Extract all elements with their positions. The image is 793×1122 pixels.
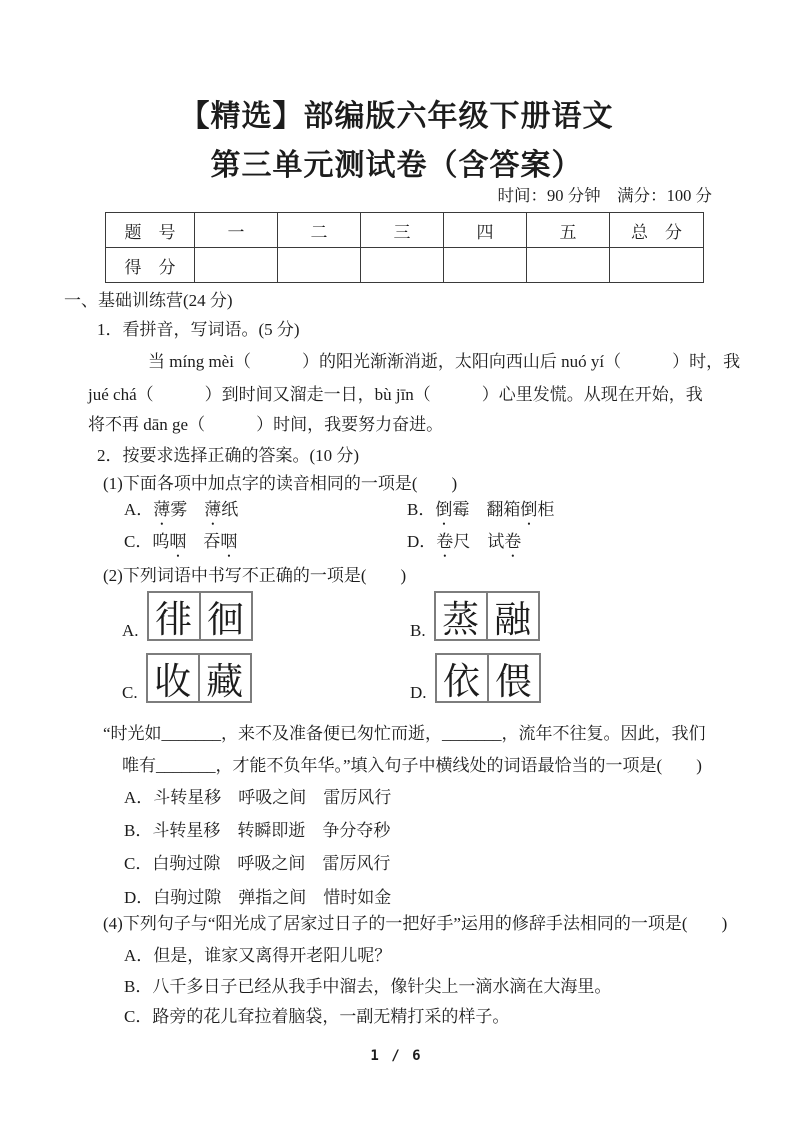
score-cell-empty	[527, 248, 610, 283]
item-label: B.	[410, 621, 426, 640]
dotted-char: 薄	[153, 500, 171, 519]
paper-title-line2: 第三单元测试卷（含答案）	[210, 149, 583, 182]
q2-1-option-a	[124, 499, 238, 529]
q2-4-option-a: A．但是，谁家又离得开老阳儿呢？	[124, 946, 392, 965]
score-table-header-cell: 三	[361, 213, 444, 248]
option-text: 雾	[170, 500, 205, 519]
section1-heading: 一、基础训练营(24 分)	[64, 291, 233, 310]
q2-3-option-d: D．白驹过隙 弹指之间 惜时如金	[124, 888, 392, 907]
dotted-char: 薄	[204, 500, 222, 519]
option-text: B．	[407, 500, 436, 519]
dotted-char: 倒	[435, 500, 453, 519]
handwriting-char: 藏	[198, 655, 250, 701]
q2-3-option-c: C．白驹过隙 呼吸之间 雷厉风行	[124, 854, 391, 873]
page-number: 1 / 6	[370, 1048, 423, 1064]
score-table-header-cell: 五	[527, 213, 610, 248]
item-label: C.	[122, 683, 138, 702]
score-table-header-cell: 题 号	[106, 213, 195, 248]
q2-3-stem-line2: 唯有_______，才能不负年华。”填入句子中横线处的词语最恰当的一项是( )	[122, 756, 702, 775]
option-text: 尺 试	[453, 532, 505, 551]
handwriting-box	[147, 591, 253, 641]
q2-2-item-d	[410, 653, 541, 703]
option-text: 柜	[537, 500, 555, 519]
handwriting-char: 收	[154, 660, 192, 703]
q2-4-option-c: C．路旁的花儿耷拉着脑袋，一副无精打采的样子。	[124, 1007, 510, 1026]
item-label: A.	[122, 621, 139, 640]
q2-4-stem: (4)下列句子与“阳光成了居家过日子的一把好手”运用的修辞手法相同的一项是( )	[103, 914, 728, 933]
q1-text-line3: 将不再 dān ge（ ）时间，我要努力奋进。	[88, 415, 444, 434]
q1-label: 1．看拼音，写词语。(5 分)	[97, 320, 300, 339]
handwriting-char: 徘	[155, 598, 193, 641]
score-cell-empty	[361, 248, 444, 283]
score-table-header-cell: 四	[444, 213, 527, 248]
paper-title-line1: 【精选】部编版六年级下册语文	[179, 100, 614, 133]
q2-label: 2．按要求选择正确的答案。(10 分)	[97, 446, 360, 465]
handwriting-box	[146, 653, 252, 703]
option-text: 霉 翻箱	[452, 500, 521, 519]
score-row-label: 得 分	[106, 248, 195, 283]
q2-2-item-c	[122, 653, 252, 703]
paper-title	[0, 92, 793, 190]
score-table-header-cell: 总 分	[610, 213, 704, 248]
handwriting-char: 徊	[199, 593, 251, 639]
q2-1-option-d	[407, 531, 521, 561]
q2-2-item-a	[122, 591, 253, 641]
option-text: 纸	[221, 500, 239, 519]
score-table-header-cell: 二	[278, 213, 361, 248]
q2-1-option-c	[124, 531, 237, 561]
score-table-score-row	[106, 248, 704, 283]
q1-text-line1: 当 míng mèi（ ）的阳光渐渐消逝，太阳向西山后 nuó yí（ ）时，我	[148, 352, 741, 371]
option-text: D．	[407, 532, 437, 551]
dotted-char: 卷	[504, 532, 522, 551]
handwriting-box	[435, 653, 541, 703]
dotted-char: 卷	[436, 532, 454, 551]
score-cell-empty	[195, 248, 278, 283]
score-cell-empty	[444, 248, 527, 283]
score-cell-empty	[278, 248, 361, 283]
option-text: C．呜	[124, 532, 170, 551]
dotted-char: 倒	[520, 500, 538, 519]
score-table-header-cell: 一	[195, 213, 278, 248]
handwriting-box	[434, 591, 540, 641]
option-text: 吞	[186, 532, 221, 551]
q2-1-stem: (1)下面各项中加点字的读音相同的一项是( )	[103, 474, 458, 493]
q2-4-option-b: B．八千多日子已经从我手中溜去，像针尖上一滴水滴在大海里。	[124, 977, 612, 996]
score-table	[105, 212, 704, 283]
q2-1-option-b	[407, 499, 554, 529]
q2-2-stem: (2)下列词语中书写不正确的一项是( )	[103, 566, 407, 585]
q2-3-option-a: A．斗转星移 呼吸之间 雷厉风行	[124, 788, 392, 807]
q2-3-option-b: B．斗转星移 转瞬即逝 争分夺秒	[124, 821, 391, 840]
handwriting-char: 依	[443, 660, 481, 703]
handwriting-char: 融	[486, 593, 538, 639]
exam-meta: 时间：90 分钟 满分：100 分	[497, 186, 712, 205]
dotted-char: 咽	[220, 532, 238, 551]
handwriting-char: 偎	[487, 655, 539, 701]
score-table-header-row	[106, 213, 704, 248]
dotted-char: 咽	[169, 532, 187, 551]
q2-3-stem-line1: “时光如_______，来不及准备便已匆忙而逝，_______，流年不往复。因此，我们	[103, 724, 706, 743]
item-label: D.	[410, 683, 427, 702]
score-cell-empty	[610, 248, 704, 283]
option-text: A．	[124, 500, 154, 519]
q1-text-line2: jué chá（ ）到时间又溜走一日，bù jīn（ ）心里发慌。从现在开始，我	[88, 385, 703, 404]
handwriting-char: 蒸	[442, 598, 480, 641]
q2-2-item-b	[410, 591, 540, 641]
